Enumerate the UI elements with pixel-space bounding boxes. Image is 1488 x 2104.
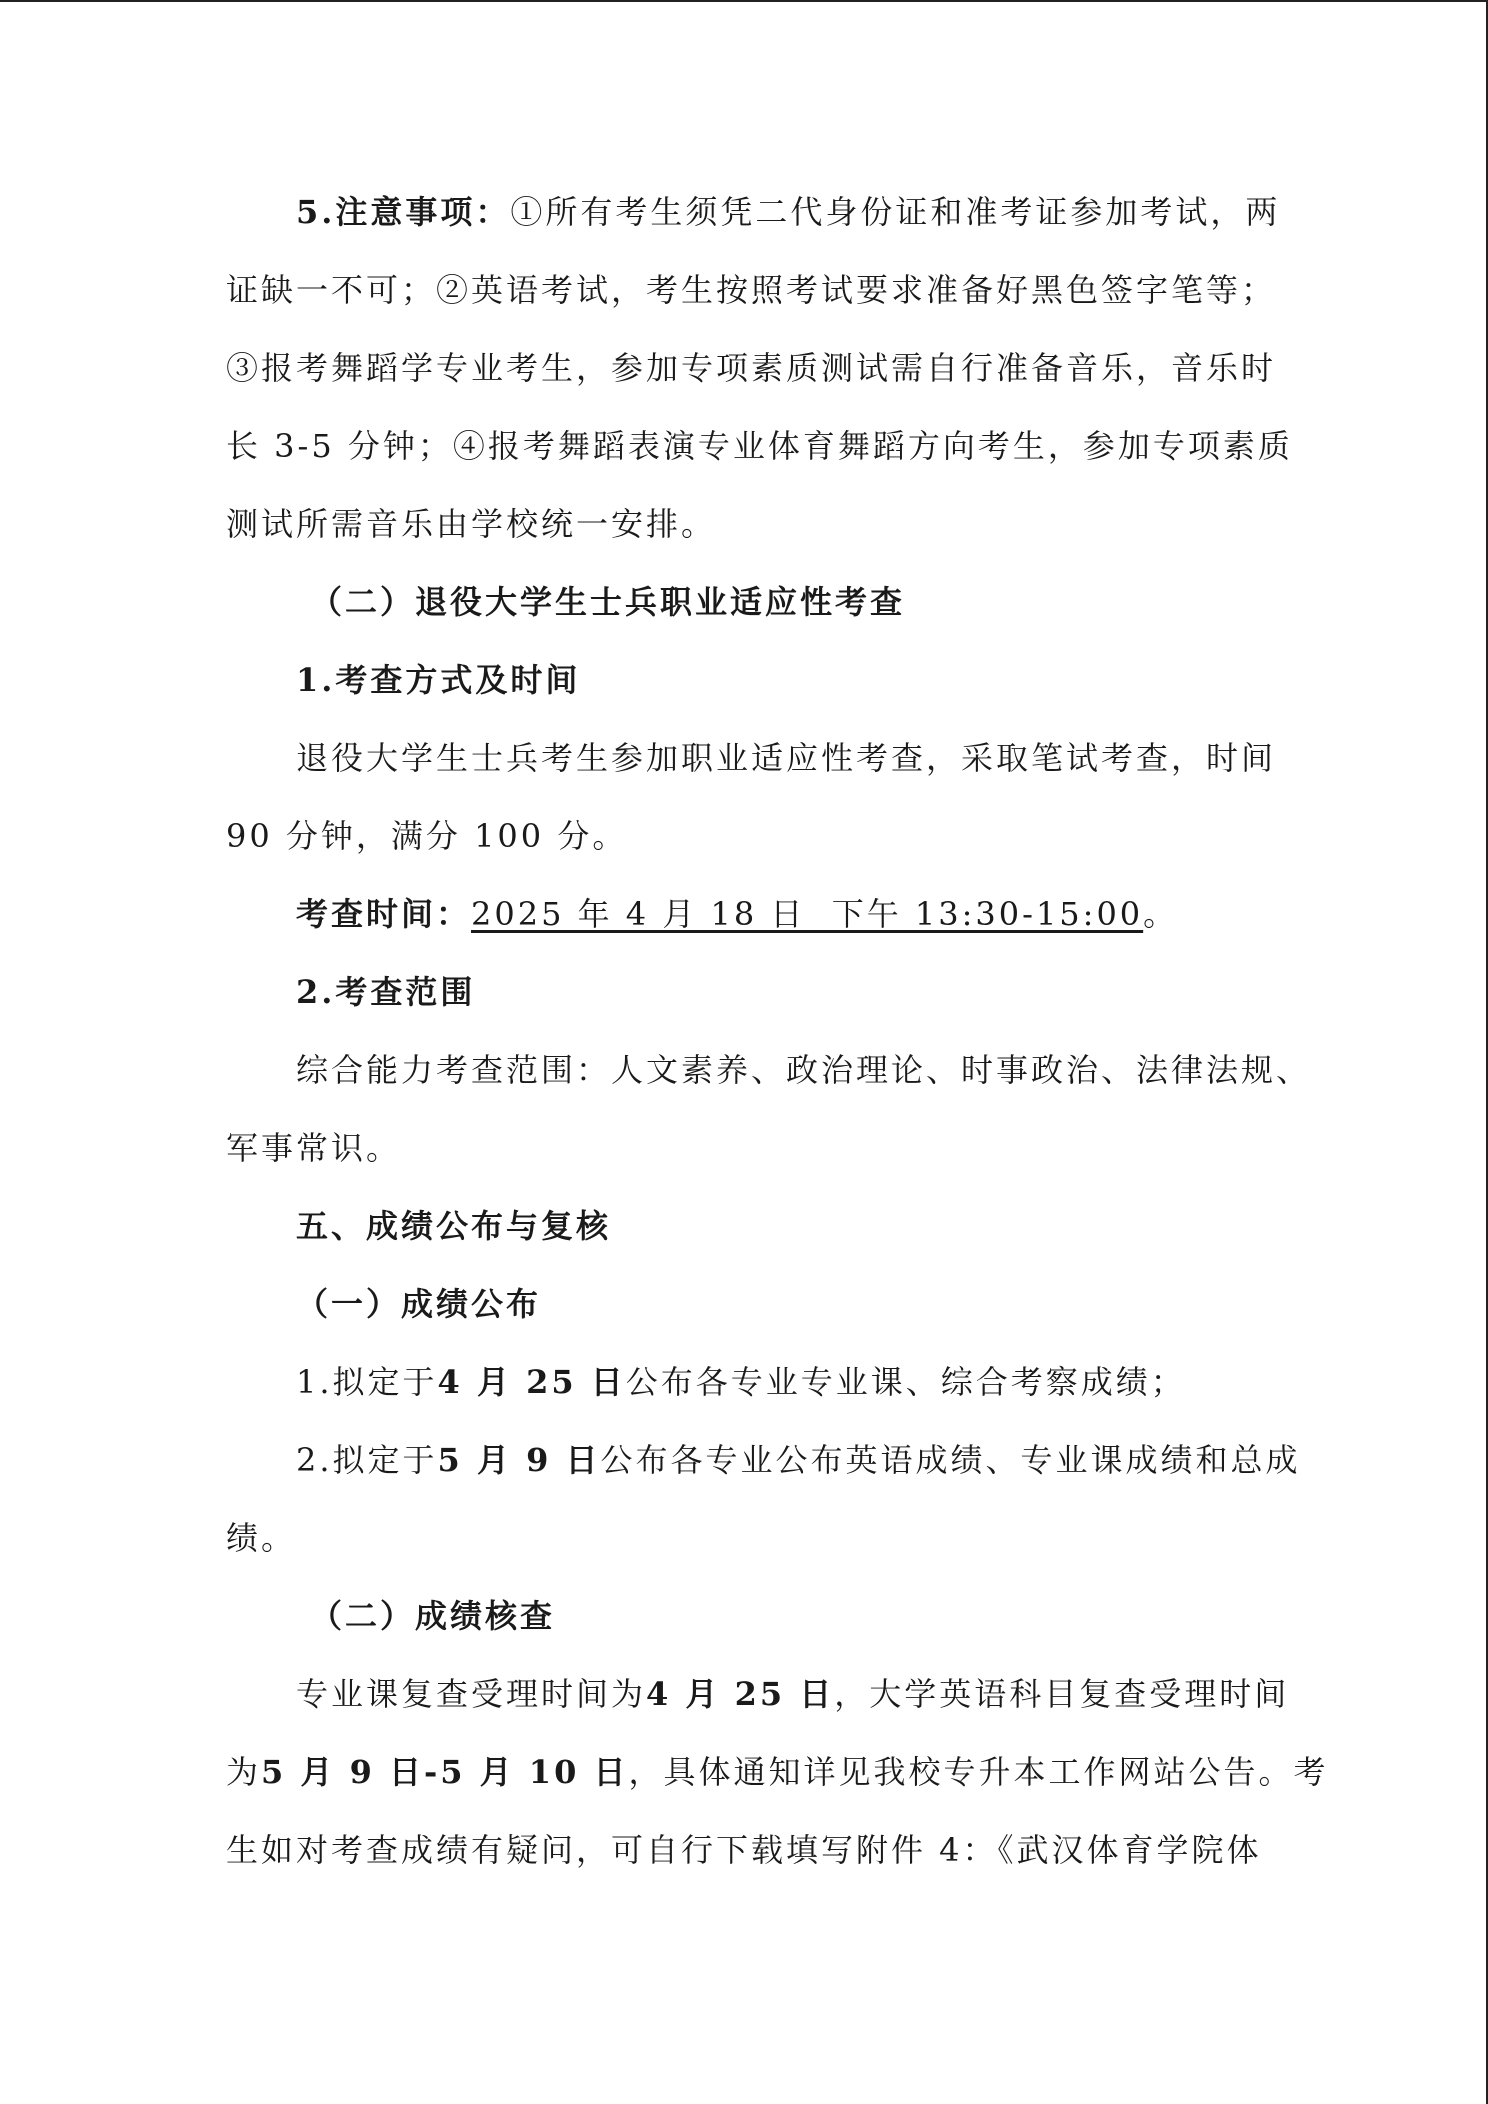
exam-time-value: 2025 年 4 月 18 日 下午 13:30-15:00 [471,895,1144,933]
review-l1-post: ，大学英语科目复查受理时间 [834,1675,1290,1713]
exam-time-line [296,892,1178,936]
exam-time-end: 。 [1143,895,1179,933]
notes-line-2: 证缺一不可；②英语考试，考生按照考试要求准备好黑色签字笔等； [226,271,1277,309]
subheading-scope: 2.考查范围 [296,973,476,1011]
results-item-2 [296,1438,1301,1482]
review-l1-date: 4 月 25 日 [646,1675,835,1713]
notes-line-3: ③报考舞蹈学专业考生，参加专项素质测试需自行准备音乐，音乐时 [226,349,1277,387]
review-l2-date: 5 月 9 日-5 月 10 日 [261,1753,629,1791]
scope-paragraph-line-2: 军事常识。 [226,1129,402,1167]
subheading-results-review: （二）成绩核查 [310,1597,556,1635]
review-l2-post: ，具体通知详见我校专升本工作网站公告。考 [628,1753,1329,1791]
scope-paragraph-line-1: 综合能力考查范围：人文素养、政治理论、时事政治、法律法规、 [296,1051,1312,1089]
results-item-2-post: 公布各专业公布英语成绩、专业课成绩和总成 [600,1441,1301,1479]
subheading-results-publish: （一）成绩公布 [296,1285,542,1323]
notes-text: ①所有考生须凭二代身份证和准考证参加考试，两 [510,193,1281,231]
subheading-method-time: 1.考查方式及时间 [296,661,581,699]
review-l1-pre: 专业课复查受理时间为 [296,1675,647,1713]
review-paragraph-line-2 [226,1750,1329,1794]
results-item-1-pre: 1.拟定于 [296,1363,438,1401]
notes-line-5: 测试所需音乐由学校统一安排。 [226,505,717,543]
method-paragraph-line-1: 退役大学生士兵考生参加职业适应性考查，采取笔试考查，时间 [296,739,1277,777]
results-item-2-date: 5 月 9 日 [437,1441,601,1479]
results-item-1-date: 4 月 25 日 [437,1363,626,1401]
section-heading-veterans: （二）退役大学生士兵职业适应性考查 [310,583,906,621]
notes-line-1 [296,190,1280,234]
review-paragraph-line-1 [296,1672,1289,1716]
review-paragraph-line-3: 生如对考查成绩有疑问，可自行下载填写附件 4：《武汉体育学院体 [226,1831,1262,1869]
results-item-2-pre: 2.拟定于 [296,1441,438,1479]
results-item-2-line-2: 绩。 [226,1519,297,1557]
results-item-1 [296,1360,1186,1404]
exam-time-label: 考查时间： [296,895,472,933]
results-item-1-post: 公布各专业专业课、综合考察成绩； [625,1363,1186,1401]
method-paragraph-line-2: 90 分钟，满分 100 分。 [226,817,628,855]
notes-heading: 5.注意事项： [296,193,511,231]
review-l2-pre: 为 [226,1753,262,1791]
section-heading-results: 五、成绩公布与复核 [296,1207,612,1245]
notes-line-4: 长 3-5 分钟；④报考舞蹈表演专业体育舞蹈方向考生，参加专项素质 [226,427,1293,465]
